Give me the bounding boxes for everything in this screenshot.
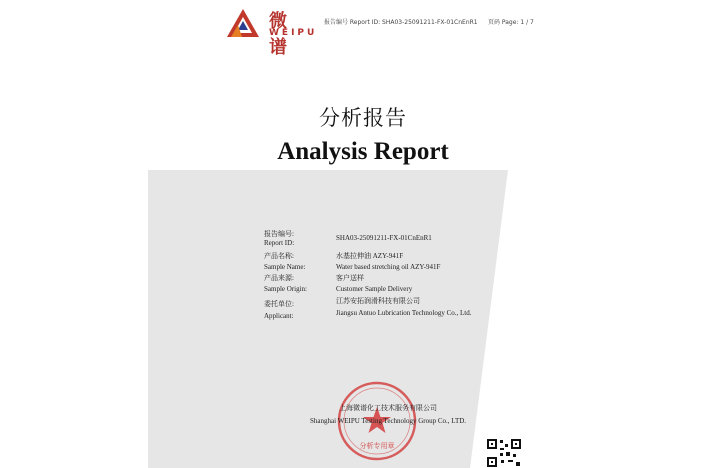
field-sample-origin-value-en: Customer Sample Delivery [336, 285, 413, 293]
field-report-id-label-en: Report ID: [264, 239, 295, 247]
header-page-value: 1 / 7 [520, 19, 534, 26]
field-report-id-label-cn: 报告编号: [264, 230, 294, 238]
field-sample-origin-label-en: Sample Origin: [264, 285, 307, 293]
title-chinese: 分析报告 [319, 106, 407, 130]
title-english: Analysis Report [277, 138, 449, 165]
field-applicant-value-cn: 江苏安拓润滑科技有限公司 [336, 297, 420, 305]
grey-band-decoration [148, 0, 720, 468]
field-sample-name-label-cn: 产品名称: [264, 252, 294, 260]
field-sample-origin-label-cn: 产品来源: [264, 274, 294, 282]
logo-mark-icon [226, 8, 260, 38]
report-cover-page [148, 0, 720, 468]
company-name-cn: 上海微谱化工技术服务有限公司 [339, 404, 437, 412]
header-report-id-value: SHA03-25091211-FX-01CnEnR1 [382, 19, 478, 26]
field-applicant-label-en: Applicant: [264, 312, 294, 320]
header-report-id [324, 17, 478, 26]
header-report-id-label: 报告编号 Report ID: [324, 19, 381, 26]
company-name-en: Shanghai WEIPU Testing Technology Group Co., LTD. [309, 417, 467, 425]
weipu-logo [186, 6, 318, 58]
qr-code-icon [486, 438, 522, 468]
seal-text: 分析专用章 [359, 442, 395, 450]
field-sample-origin-value-cn: 客户送样 [336, 274, 364, 282]
field-sample-name-value-en: Water based stretching oil AZY-941F [336, 263, 441, 271]
field-applicant-value-en: Jiangsu Antuo Lubrication Technology Co., Ltd. [336, 309, 472, 317]
logo-text-cn: 微谱 [269, 11, 288, 58]
field-applicant-label-cn: 委托单位: [264, 300, 294, 308]
field-sample-name-label-en: Sample Name: [264, 263, 306, 271]
field-sample-name-value-cn: 水基拉伸油 AZY-941F [336, 252, 404, 260]
header-page-label: 页码 Page: [488, 19, 519, 26]
header-page-number [488, 17, 534, 26]
field-report-id-value: SHA03-25091211-FX-01CnEnR1 [336, 234, 432, 242]
logo-text-en: WEIPU [269, 28, 318, 38]
